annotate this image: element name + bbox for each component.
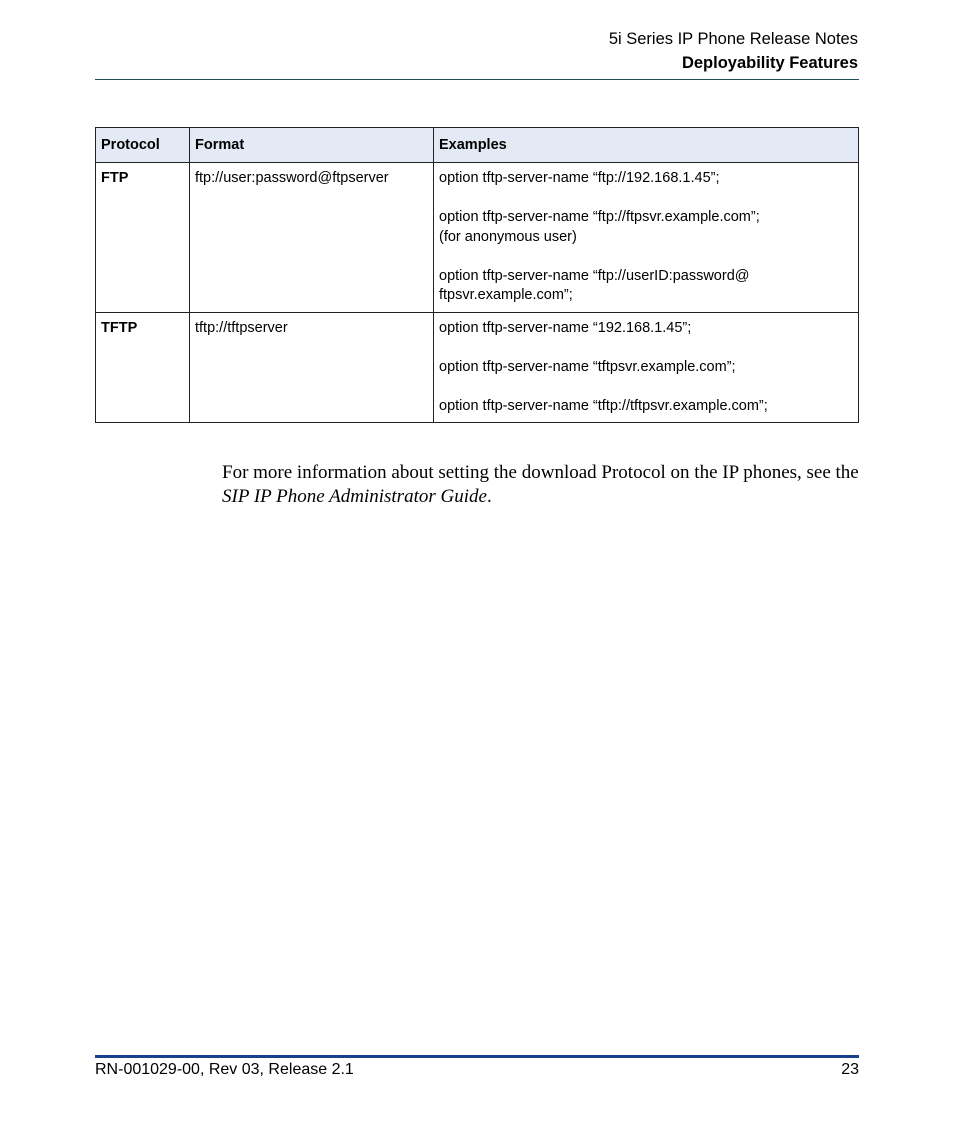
- example-group: [439, 358, 853, 378]
- example-line: option tftp-server-name “ftp://192.168.1.45”;: [439, 170, 720, 186]
- example-group: [439, 208, 853, 247]
- section-title: Deployability Features: [681, 54, 858, 72]
- format-cell: ftp://user:password@ftpserver: [190, 163, 434, 313]
- example-line: option tftp-server-name “tftpsvr.example.com”;: [439, 358, 736, 375]
- examples-cell: [434, 163, 859, 313]
- column-header-protocol: Protocol: [96, 128, 190, 163]
- format-cell: tftp://tftpserver: [190, 312, 434, 423]
- table-header-row: [96, 128, 859, 163]
- table-row-ftp: [96, 163, 859, 313]
- example-line: option tftp-server-name “tftp://tftpsvr.example.com”;: [439, 397, 768, 414]
- example-group: [439, 267, 853, 306]
- example-line: option tftp-server-name “ftp://ftpsvr.example.com”;: [439, 209, 760, 225]
- document-id: RN-001029-00, Rev 03, Release 2.1: [95, 1061, 354, 1078]
- document-title: 5i Series IP Phone Release Notes: [608, 30, 858, 48]
- example-line: option tftp-server-name “ftp://userID:password@: [439, 267, 750, 284]
- example-line: option tftp-server-name “192.168.1.45”;: [439, 319, 692, 336]
- table-row-tftp: [96, 312, 859, 423]
- column-header-format: Format: [190, 128, 434, 163]
- example-group: [439, 319, 853, 339]
- body-text-end: .: [486, 486, 492, 507]
- page-number: 23: [841, 1061, 859, 1078]
- header-divider: [95, 79, 859, 80]
- example-line: ftpsvr.example.com”;: [439, 287, 573, 303]
- examples-cell: [434, 312, 859, 423]
- page-header: [609, 27, 858, 75]
- example-group: [439, 169, 853, 189]
- guide-title: SIP IP Phone Administrator Guide: [222, 486, 487, 507]
- protocol-format-table: [95, 127, 859, 423]
- body-paragraph: [222, 461, 862, 509]
- example-note: (for anonymous user): [439, 228, 577, 245]
- body-text: For more information about setting the download Protocol on the IP phones, see the: [222, 462, 859, 483]
- protocol-cell: TFTP: [96, 312, 190, 423]
- example-group: [439, 397, 853, 417]
- column-header-examples: Examples: [434, 128, 859, 163]
- protocol-cell: FTP: [96, 163, 190, 313]
- footer-divider: [95, 1055, 859, 1058]
